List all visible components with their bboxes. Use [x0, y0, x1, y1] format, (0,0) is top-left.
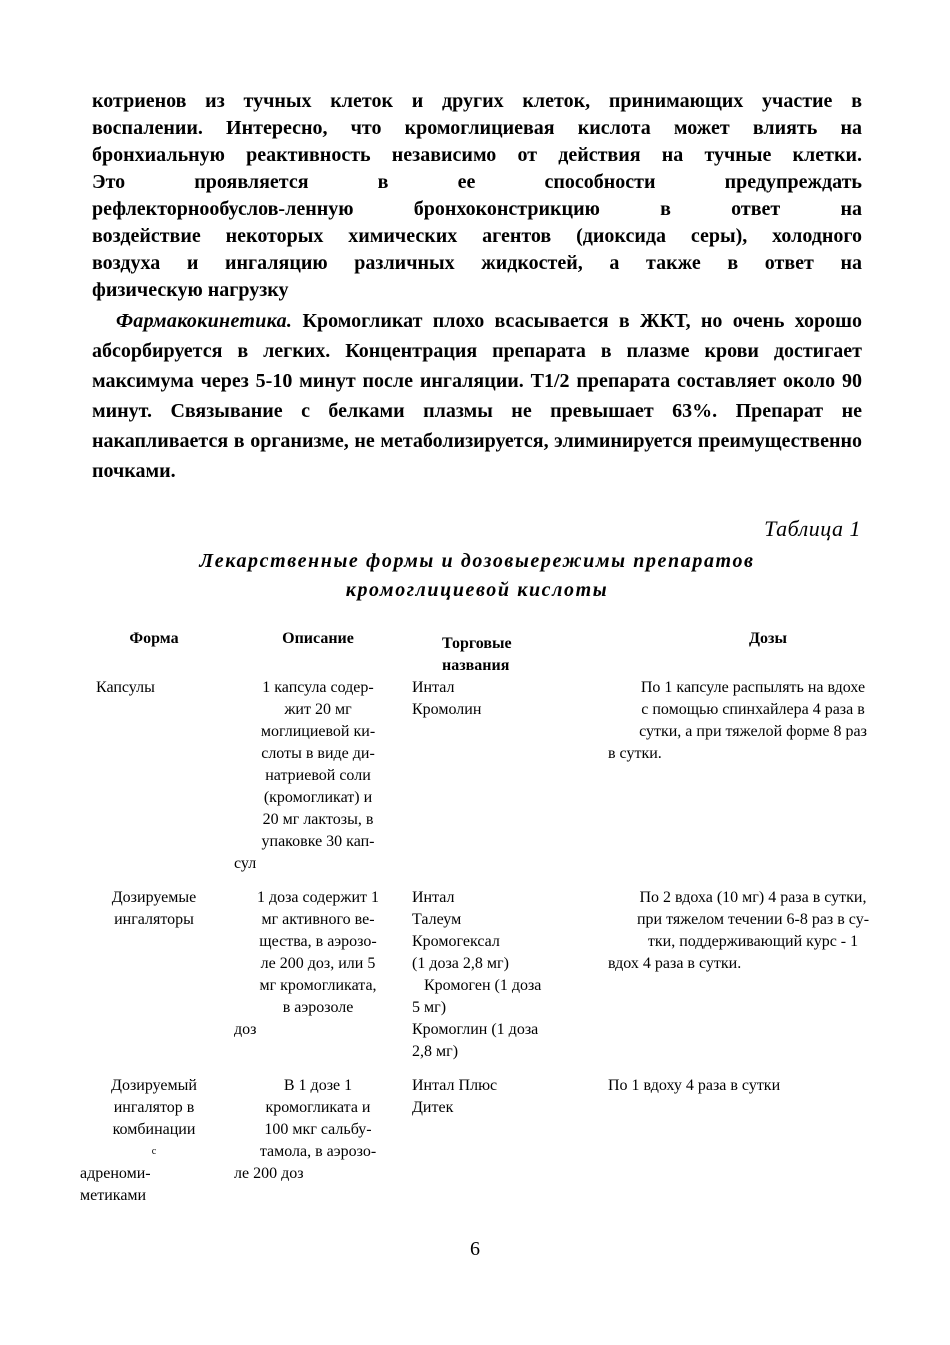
- pharmacokinetics-term: Фармакокинетика.: [116, 310, 293, 332]
- dosage-table: [80, 628, 928, 1207]
- cell-doses: По 1 капсуле распылять на вдохе с помощью спинхайлера 4 раза в сутки, а при тяжелой форме 8 раз в сутки.: [608, 679, 867, 762]
- cell-doses: По 2 вдоха (10 мг) 4 раза в сутки, при тяжелом течении 6-8 раз в су- тки, поддерживающий курс - 1 вдох 4 раза в сутки.: [608, 889, 870, 972]
- text-line: воздуха и ингаляцию различных жидкостей, а также в ответ на: [92, 252, 862, 274]
- cell-trade-names: Интал Талеум Кромогексал (1 доза 2,8 мг) Кромоген (1 доза 5 мг) Кромоглин (1 доза 2,8 мг): [412, 889, 542, 1060]
- cell-form: Дозируемые ингаляторы: [111, 889, 197, 928]
- cell-description: 1 капсула содер- жит 20 мг моглициевой ки- слоты в виде ди- натриевой соли (кромогликат) и 20 мг лактозы, в упаковке 30 кап- сул: [234, 679, 376, 872]
- cell-form: Капсулы: [96, 679, 155, 696]
- header-trade-names: Торговые названия: [442, 635, 512, 674]
- pharmacokinetics-text: Кромогликат плохо всасывается в ЖКТ, но очень хорошо абсорбируется в легких. Концентрация препарата в плазме крови достигает максимума через 5-10 минут после ингаляции. Т1/2 препарата составляет около 90 минут. Связывание с белками плазмы не превышает 63%. Препарат не накапливается в организме, не метаболизируется, элиминируется преимущественно почками.: [92, 310, 862, 482]
- text-line: воспалении. Интересно, что кромоглициевая кислота может влиять на: [92, 117, 862, 139]
- cell-doses: По 1 вдоху 4 раза в сутки: [608, 1077, 781, 1094]
- cell-description: 1 доза содержит 1 мг активного ве- щества, в аэрозо- ле 200 доз, или 5 мг кромогликата, в аэрозоле доз: [234, 889, 380, 1038]
- header-description: Описание: [282, 630, 354, 647]
- text-line: котриенов из тучных клеток и других клеток, принимающих участие в: [92, 90, 862, 112]
- text-line: Это проявляется в ее способности предупреждать: [92, 171, 862, 193]
- table-header-row: [80, 628, 928, 677]
- page-number: 6: [470, 1238, 480, 1260]
- table-title-line: кромоглициевой кислоты: [345, 579, 609, 601]
- paragraph-mast-cells: [92, 88, 862, 304]
- cell-trade-names: Интал Кромолин: [412, 679, 482, 718]
- paragraph-pharmacokinetics: [92, 306, 862, 486]
- cell-description: В 1 дозе 1 кромогликата и 100 мкг сальбу- тамола, в аэрозо- ле 200 доз: [234, 1077, 377, 1182]
- text-line: бронхиальную реактивность независимо от действия на тучные клетки.: [92, 144, 862, 166]
- table-title-line: Лекарственные формы и дозовыережимы препаратов: [199, 550, 755, 572]
- text-line: физическую нагрузку: [92, 279, 289, 301]
- text-line: рефлекторнообуслов-ленную бронхоконстрикцию в ответ на: [92, 198, 862, 220]
- table-row: [80, 887, 928, 1075]
- table-title: [92, 547, 862, 605]
- table-label: Таблица 1: [764, 516, 861, 541]
- text-line: воздействие некоторых химических агентов (диоксида серы), холодного: [92, 225, 862, 247]
- table-row: [80, 1075, 928, 1207]
- header-doses: Дозы: [749, 630, 787, 647]
- header-form: Форма: [129, 630, 179, 647]
- cell-trade-names: Интал Плюс Дитек: [412, 1077, 498, 1116]
- table-row: [80, 677, 928, 887]
- cell-form: Дозируемый ингалятор в комбинации с адреноми- метиками: [80, 1077, 197, 1204]
